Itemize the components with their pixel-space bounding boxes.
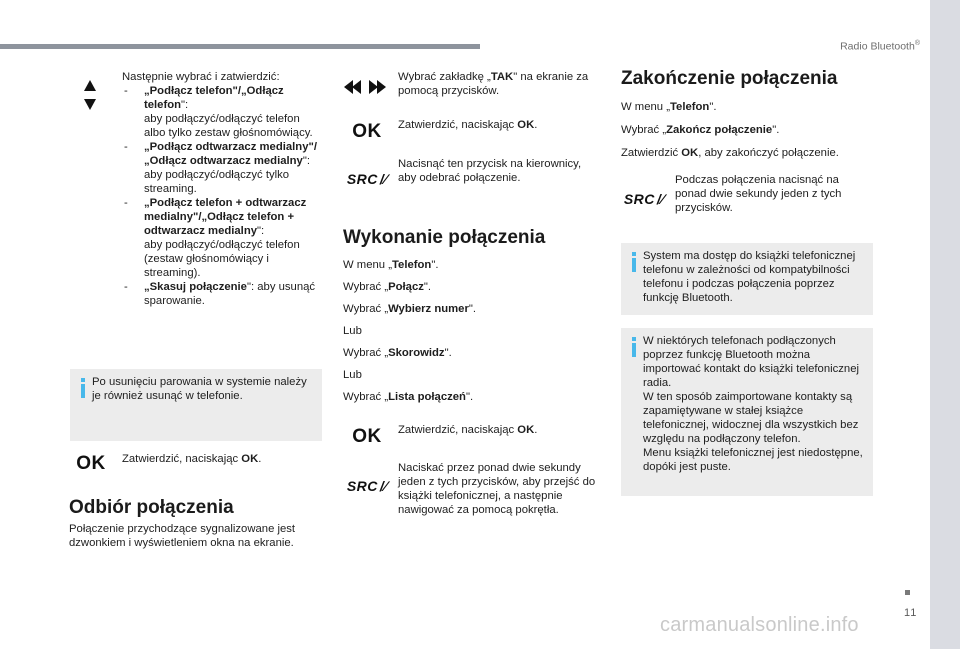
src-steering-button-icon: SRC /∕ bbox=[346, 478, 388, 494]
or-text: Lub bbox=[343, 325, 362, 337]
or-text: Lub bbox=[343, 369, 362, 381]
list-item: - „Podłącz telefon + odtwarzacz medialny"/„Odłącz telefon + odtwarzacz medialny": aby podłączyć/odłączyć telefon (zestaw głośnomówiący i streaming). bbox=[122, 196, 322, 280]
left-right-arrows-icon bbox=[343, 78, 387, 96]
ok-button-icon: OK bbox=[352, 426, 382, 447]
info-icon bbox=[80, 378, 86, 396]
page-header: Radio Bluetooth® bbox=[840, 40, 920, 53]
make-call-steps bbox=[343, 258, 593, 404]
end-call-steps bbox=[621, 100, 881, 160]
end-call-hold-text: Podczas połączenia nacisnąć na ponad dwie sekundy jeden z tych przycisków. bbox=[675, 174, 842, 214]
select-yes-text: Wybrać zakładkę „TAK" na ekranie za pomocą przycisków. bbox=[398, 71, 589, 97]
section-text-receive: Połączenie przychodzące sygnalizowane jest dzwonkiem i wyświetleniem okna na ekranie. bbox=[69, 523, 296, 549]
list-item: - „Podłącz telefon"/„Odłącz telefon": aby podłączyć/odłączyć telefon albo tylko zestaw głośnomówiący. bbox=[122, 84, 322, 140]
info-icon bbox=[631, 337, 637, 355]
section-title-make-call: Wykonanie połączenia bbox=[343, 227, 546, 248]
up-down-arrows-icon bbox=[80, 78, 100, 112]
confirm-ok-text: Zatwierdzić, naciskając OK. bbox=[398, 119, 538, 131]
step-menu: W menu „Telefon". bbox=[343, 259, 439, 271]
section-title-receive: Odbiór połączenia bbox=[69, 497, 234, 518]
answer-call-text: Nacisnąć ten przycisk na kierownicy, aby odebrać połączenie. bbox=[398, 158, 582, 184]
section-title-end-call: Zakończenie połączenia bbox=[621, 68, 838, 89]
header-bar bbox=[0, 44, 480, 49]
step-end-call: Wybrać „Zakończ połączenie". bbox=[621, 124, 780, 136]
page-number: 11 bbox=[904, 607, 918, 619]
info-note: W niektórych telefonach podłączonych poprzez funkcję Bluetooth można importować kontakt do książki telefonicznej radia. W ten sposób zaimportowane kontakty są zapamiętywane w stałej książce telefonicznej, widocznej dla wszystkich bez względu na podłączony telefon. Menu książki telefonicznej jest niedostępne, dopóki jest puste. bbox=[621, 328, 873, 496]
step-call-log: Wybrać „Lista połączeń". bbox=[343, 391, 474, 403]
confirm-ok-text: Zatwierdzić, naciskając OK. bbox=[122, 453, 262, 465]
step-dial: Wybrać „Wybierz numer". bbox=[343, 303, 477, 315]
src-steering-button-icon: SRC /∕ bbox=[346, 171, 388, 187]
step-contacts: Wybrać „Skorowidz". bbox=[343, 347, 452, 359]
step-menu: W menu „Telefon". bbox=[621, 101, 717, 113]
step-connect: Wybrać „Połącz". bbox=[343, 281, 432, 293]
src-steering-button-icon: SRC /∕ bbox=[623, 191, 665, 207]
info-note: System ma dostęp do książki telefonicznej telefonu w zależności od kompatybilności telefonu i podczas połączenia poprzez funkcję Bluetooth. bbox=[621, 243, 873, 315]
ok-button-icon: OK bbox=[352, 121, 382, 142]
page-side-rail bbox=[930, 0, 960, 649]
options-list bbox=[122, 84, 322, 308]
info-note: Po usunięciu parowania w systemie należy je również usunąć w telefonie. bbox=[70, 369, 322, 441]
list-item: - „Podłącz odtwarzacz medialny"/„Odłącz odtwarzacz medialny": aby podłączyć/odłączyć tylko streaming. bbox=[122, 140, 322, 196]
watermark: carmanualsonline.info bbox=[660, 614, 859, 636]
ok-button-icon: OK bbox=[76, 453, 106, 474]
confirm-ok-text: Zatwierdzić, naciskając OK. bbox=[398, 424, 538, 436]
connection-options bbox=[122, 70, 322, 308]
info-icon bbox=[631, 252, 637, 270]
page-marker bbox=[905, 590, 910, 595]
intro-text: Następnie wybrać i zatwierdzić: bbox=[122, 71, 280, 83]
list-item: - „Skasuj połączenie": aby usunąć sparowanie. bbox=[122, 280, 322, 308]
step-confirm: Zatwierdzić OK, aby zakończyć połączenie. bbox=[621, 147, 839, 159]
phonebook-navigation-text: Naciskać przez ponad dwie sekundy jeden z tych przycisków, aby przejść do książki telefonicznej, a następnie nawigować za pomocą pokrętła. bbox=[398, 462, 596, 516]
